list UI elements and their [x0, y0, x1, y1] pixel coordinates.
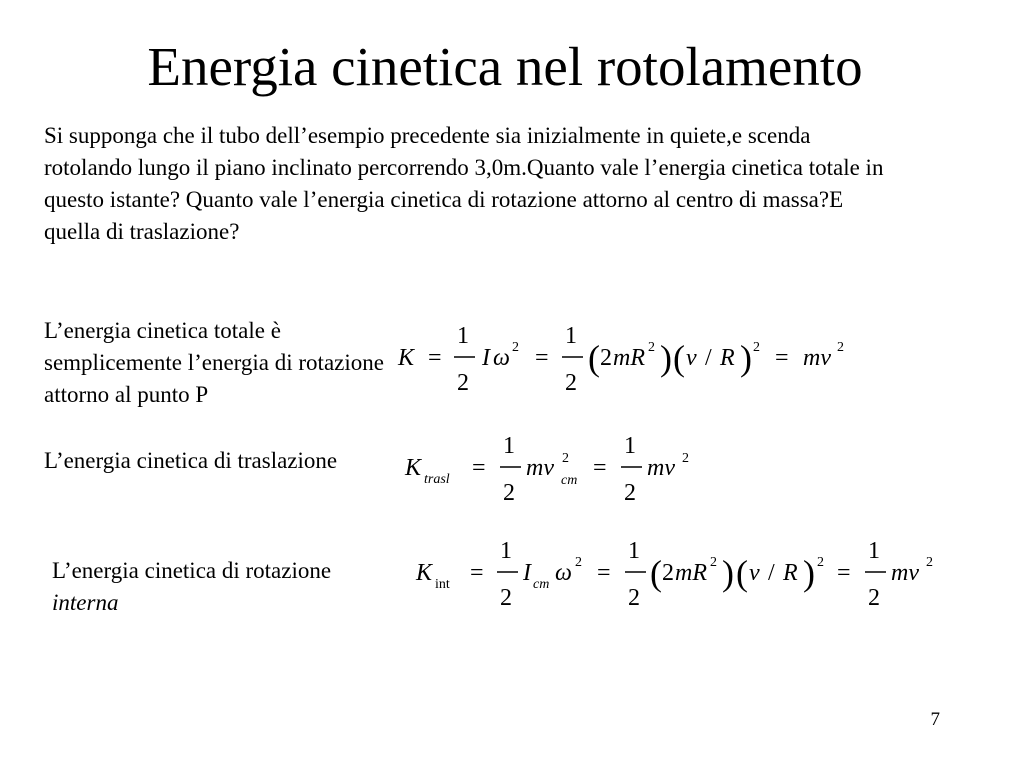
math-exponent: 2	[817, 555, 824, 570]
math-equals: =	[428, 345, 442, 371]
math-v: v	[686, 345, 697, 371]
math-R: R	[783, 560, 798, 586]
math-numerator: 1	[624, 433, 636, 459]
math-exponent: 2	[648, 340, 655, 355]
math-equals: =	[535, 345, 549, 371]
math-subscript-cm: cm	[561, 473, 578, 488]
label-text: L’energia cinetica di rotazione	[52, 558, 332, 583]
math-subscript-cm: cm	[533, 577, 550, 592]
math-numerator: 1	[868, 538, 880, 564]
math-exponent: 2	[753, 340, 760, 355]
math-numerator: 1	[565, 323, 577, 349]
translational-kinetic-energy-formula	[400, 430, 700, 515]
internal-rotational-kinetic-energy-label	[52, 555, 352, 619]
math-denominator: 2	[500, 585, 512, 611]
label-emphasis: interna	[52, 590, 119, 615]
translational-kinetic-energy-label: L’energia cinetica di traslazione	[44, 448, 338, 473]
math-mv: mv	[526, 455, 554, 481]
math-numerator: 1	[457, 323, 469, 349]
math-mR: mR	[675, 560, 707, 586]
math-exponent: 2	[562, 451, 569, 466]
total-kinetic-energy-label: L’energia cinetica totale è semplicemente l’energia di rotazione attorno al punto P	[44, 318, 384, 407]
math-left-paren: (	[673, 338, 685, 378]
math-mv: mv	[647, 455, 675, 481]
math-denominator: 2	[624, 480, 636, 506]
problem-statement: Si supponga che il tubo dell’esempio precedente sia inizialmente in quiete,e scenda rotolando lungo il piano inclinato percorrendo 3,0m.Quanto vale l’energia cinetica totale in questo istante? Quanto vale l’energia cinetica di rotazione attorno al centro di massa?E quella di traslazione?	[44, 123, 884, 244]
math-K: K	[398, 345, 415, 371]
math-right-paren: )	[803, 553, 815, 593]
math-denominator: 2	[503, 480, 515, 506]
math-K: K	[416, 560, 433, 586]
math-left-paren: (	[736, 553, 748, 593]
internal-rotational-kinetic-energy-formula	[410, 533, 950, 618]
math-denominator: 2	[868, 585, 880, 611]
math-left-paren: (	[588, 338, 600, 378]
math-R: R	[720, 345, 735, 371]
math-numerator: 1	[628, 538, 640, 564]
math-coefficient: 2	[662, 560, 674, 586]
math-equals: =	[470, 560, 484, 586]
total-kinetic-energy-formula	[390, 315, 860, 400]
math-mv: mv	[891, 560, 919, 586]
math-right-paren: )	[722, 553, 734, 593]
math-exponent: 2	[575, 555, 582, 570]
math-equals: =	[597, 560, 611, 586]
slide-title: Energia cinetica nel rotolamento	[147, 36, 863, 97]
math-denominator: 2	[628, 585, 640, 611]
math-right-paren: )	[740, 338, 752, 378]
math-slash: /	[768, 560, 775, 586]
math-denominator: 2	[457, 370, 469, 396]
math-exponent: 2	[710, 555, 717, 570]
math-numerator: 1	[503, 433, 515, 459]
math-I: I	[482, 345, 490, 371]
math-subscript-trasl: trasl	[424, 472, 450, 487]
page-number: 7	[930, 709, 940, 730]
math-mv: mv	[803, 345, 831, 371]
math-equals: =	[775, 345, 789, 371]
math-exponent: 2	[682, 451, 689, 466]
math-left-paren: (	[650, 553, 662, 593]
math-equals: =	[593, 455, 607, 481]
math-coefficient: 2	[600, 345, 612, 371]
math-v: v	[749, 560, 760, 586]
math-numerator: 1	[500, 538, 512, 564]
math-mR: mR	[613, 345, 645, 371]
math-equals: =	[837, 560, 851, 586]
math-subscript-int: int	[435, 577, 450, 592]
math-I: I	[523, 560, 531, 586]
math-right-paren: )	[660, 338, 672, 378]
math-slash: /	[705, 345, 712, 371]
math-exponent: 2	[837, 340, 844, 355]
math-denominator: 2	[565, 370, 577, 396]
math-exponent: 2	[512, 340, 519, 355]
math-equals: =	[472, 455, 486, 481]
math-exponent: 2	[926, 555, 933, 570]
math-omega: ω	[493, 345, 510, 371]
math-omega: ω	[555, 560, 572, 586]
math-K: K	[405, 455, 422, 481]
